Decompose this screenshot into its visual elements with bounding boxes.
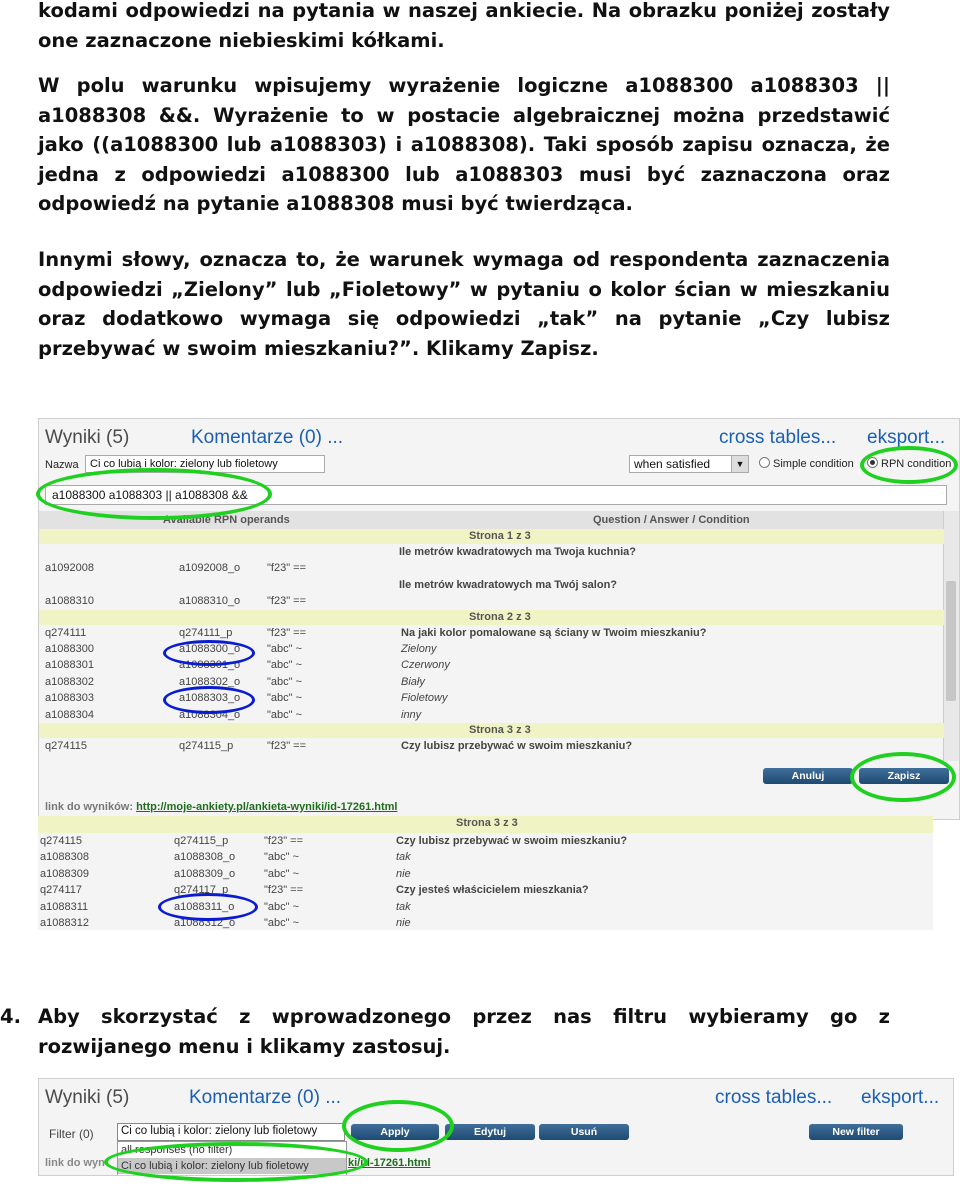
table-row bbox=[38, 882, 933, 899]
operand-label: inny bbox=[401, 708, 422, 721]
operand-condition: "f23" == bbox=[264, 884, 304, 896]
operand-label: nie bbox=[396, 917, 411, 929]
column-question: Question / Answer / Condition bbox=[593, 514, 750, 526]
tab-cross-tables[interactable]: cross tables... bbox=[719, 427, 837, 448]
filter-dropdown-menu bbox=[117, 1141, 347, 1176]
simple-condition-radio[interactable] bbox=[759, 457, 854, 470]
operand-id: a1088301 bbox=[45, 659, 94, 672]
operand-id: a1088309 bbox=[40, 867, 89, 880]
table-row bbox=[38, 833, 933, 850]
radio-off-icon bbox=[759, 457, 770, 468]
question-text: Ile metrów kwadratowych ma Twój salon? bbox=[399, 578, 618, 591]
operand-label: tak bbox=[396, 900, 411, 913]
question-text: Ile metrów kwadratowych ma Twoja kuchnia? bbox=[399, 546, 636, 558]
radio-on-icon bbox=[867, 457, 878, 468]
table-row bbox=[39, 707, 944, 723]
operand-condition: "abc" ~ bbox=[264, 867, 300, 880]
operand-condition: "f23" == bbox=[267, 595, 307, 608]
tab-komentarze-2[interactable]: Komentarze (0) ... bbox=[189, 1087, 342, 1108]
tab-komentarze[interactable]: Komentarze (0) ... bbox=[191, 427, 344, 448]
operand-id: a1088311 bbox=[40, 900, 89, 913]
rpn-condition-label: RPN condition bbox=[881, 458, 952, 470]
operand-condition: "abc" ~ bbox=[264, 900, 300, 913]
filter-label: Filter (0) bbox=[49, 1127, 94, 1141]
operand-condition: "abc" ~ bbox=[264, 917, 300, 929]
table-row bbox=[38, 915, 933, 930]
operand-code: a1088303_o bbox=[179, 692, 241, 705]
apply-button[interactable]: Apply bbox=[351, 1124, 439, 1140]
usun-button[interactable]: Usuń bbox=[539, 1124, 629, 1140]
operand-code: a1088312_o bbox=[174, 917, 236, 929]
operand-label: Czy lubisz przebywać w swoim mieszkaniu? bbox=[401, 739, 633, 752]
operand-id: a1088312 bbox=[40, 917, 89, 929]
operand-condition: "abc" ~ bbox=[267, 692, 303, 705]
operand-code: q274115_p bbox=[179, 739, 234, 752]
operand-id: a1088303 bbox=[45, 692, 94, 705]
table-row bbox=[39, 625, 944, 641]
operand-code: q274117_p bbox=[174, 884, 229, 896]
operand-code: a1088302_o bbox=[179, 675, 241, 688]
operand-id: q274117 bbox=[40, 884, 83, 896]
results-link-label: link do wyników: bbox=[45, 801, 134, 813]
operand-id: a1088304 bbox=[45, 708, 94, 721]
operands-table-header bbox=[39, 511, 960, 530]
results-link[interactable]: http://moje-ankiety.pl/ankieta-wyniki/id-17261.html bbox=[136, 801, 398, 813]
step-number: 4. bbox=[0, 1005, 21, 1028]
name-input[interactable]: Ci co lubią i kolor: zielony lub fioletowy bbox=[85, 455, 325, 473]
results-link-2[interactable]: ki/id-17261.html bbox=[347, 1157, 431, 1169]
section-label: Strona 1 z 3 bbox=[469, 530, 531, 542]
operand-label: Fioletowy bbox=[401, 692, 448, 705]
operand-label: Biały bbox=[401, 675, 425, 688]
tab-cross-tables-2[interactable]: cross tables... bbox=[715, 1087, 833, 1108]
operand-condition: "f23" == bbox=[267, 739, 307, 752]
operand-id: q274115 bbox=[45, 739, 88, 752]
operand-id: a1092008 bbox=[45, 562, 94, 575]
section-label: Strona 3 z 3 bbox=[469, 723, 531, 736]
operand-condition: "f23" == bbox=[267, 562, 307, 575]
operand-condition: "f23" == bbox=[264, 834, 304, 847]
when-select-value: when satisfied bbox=[634, 457, 711, 471]
operand-condition: "abc" ~ bbox=[264, 851, 300, 863]
paragraph-step-4: Aby skorzystać z wprowadzonego przez nas filtru wybieramy go z rozwijanego menu i klikamy zastosuj. bbox=[38, 1005, 890, 1058]
tab-wyniki-2[interactable]: Wyniki (5) bbox=[45, 1087, 130, 1108]
operand-code: a1088304_o bbox=[179, 708, 241, 721]
operand-id: a1088310 bbox=[45, 595, 94, 608]
zapisz-button[interactable]: Zapisz bbox=[859, 768, 949, 784]
section-row bbox=[39, 723, 944, 738]
dropdown-option-selected[interactable]: Ci co lubią i kolor: zielony lub fioletowy bbox=[118, 1158, 346, 1174]
paragraph-meaning: Innymi słowy, oznacza to, że warunek wymaga od respondenta zaznaczenia odpowiedzi „Zielony” lub „Fioletowy” w pytaniu o kolor ścian w mieszkaniu oraz dodatkowo wymaga się odpowiedzi „tak” na pytanie „Czy lubisz przebywać w swoim mieszkaniu?”. Klikamy Zapisz. bbox=[38, 248, 890, 360]
operand-code: a1088300_o bbox=[179, 642, 241, 655]
section-label: Strona 2 z 3 bbox=[469, 610, 531, 623]
operand-code: a1092008_o bbox=[179, 562, 241, 575]
scrollbar-thumb[interactable] bbox=[946, 581, 956, 701]
results-link-row bbox=[45, 801, 398, 813]
operand-label: Czy jesteś właścicielem mieszkania? bbox=[396, 884, 589, 896]
section-row bbox=[39, 610, 944, 625]
operand-label: Czy lubisz przebywać w swoim mieszkaniu? bbox=[396, 834, 628, 847]
condition-editor-screenshot bbox=[38, 418, 960, 820]
section-row bbox=[39, 529, 944, 544]
filter-select[interactable]: Ci co lubią i kolor: zielony lub fioletowy bbox=[117, 1123, 345, 1141]
paragraph-intro: kodami odpowiedzi na pytania w naszej ankiecie. Na obrazku poniżej zostały one zaznaczone niebieskimi kółkami. bbox=[38, 0, 890, 52]
operand-id: a1088302 bbox=[45, 675, 94, 688]
chevron-down-icon: ▼ bbox=[731, 456, 748, 472]
question-row bbox=[39, 544, 944, 560]
operand-condition: "abc" ~ bbox=[267, 659, 303, 672]
operand-code: a1088308_o bbox=[174, 851, 236, 863]
section-row bbox=[38, 816, 933, 833]
operand-id: q274111 bbox=[45, 626, 87, 639]
table-row bbox=[39, 690, 944, 706]
table-row bbox=[38, 899, 933, 916]
name-label: Nazwa bbox=[45, 459, 79, 471]
operand-code: a1088311_o bbox=[174, 900, 235, 913]
operand-id: a1088308 bbox=[40, 851, 89, 863]
when-select[interactable] bbox=[629, 455, 749, 473]
operand-id: a1088300 bbox=[45, 642, 94, 655]
operand-code: a1088310_o bbox=[179, 595, 241, 608]
operand-condition: "f23" == bbox=[267, 626, 307, 639]
operand-id: q274115 bbox=[40, 834, 83, 847]
results-link-label-2: link do wyn bbox=[45, 1157, 105, 1169]
tab-wyniki[interactable]: Wyniki (5) bbox=[45, 427, 130, 448]
operand-label: Czerwony bbox=[401, 659, 450, 672]
section-label: Strona 3 z 3 bbox=[456, 817, 518, 829]
operands-table bbox=[39, 529, 944, 754]
operand-code: a1088309_o bbox=[174, 867, 236, 880]
operand-label: nie bbox=[396, 867, 411, 880]
table-row bbox=[39, 674, 944, 690]
operand-label: tak bbox=[396, 851, 411, 863]
expression-input[interactable]: a1088300 a1088303 || a1088308 && bbox=[45, 485, 947, 505]
tab-eksport-2[interactable]: eksport... bbox=[861, 1087, 940, 1108]
tab-eksport[interactable]: eksport... bbox=[867, 427, 946, 448]
column-operands: Available RPN operands bbox=[163, 514, 290, 526]
paragraph-expression: W polu warunku wpisujemy wyrażenie logiczne a1088300 a1088303 || a1088308 &&. Wyrażenie to w postacie algebraicznej można przedstawić jako ((a1088300 lub a1088303) i a1088308). Taki sposób zapisu oznacza, że jedna z odpowiedzi a1088300 lub a1088303 musi być zaznaczona oraz odpowiedź na pytanie a1088308 musi być twierdząca. bbox=[38, 74, 890, 215]
operand-condition: "abc" ~ bbox=[267, 708, 303, 721]
question-row bbox=[39, 577, 944, 593]
table-row bbox=[39, 641, 944, 657]
operand-code: a1088301_o bbox=[179, 659, 241, 672]
operand-condition: "abc" ~ bbox=[267, 675, 303, 688]
filter-apply-screenshot bbox=[38, 1078, 954, 1176]
dropdown-option-all[interactable]: all responses (no filter) bbox=[121, 1144, 233, 1156]
anuluj-button[interactable]: Anuluj bbox=[763, 768, 853, 784]
table-row bbox=[39, 560, 944, 576]
simple-condition-label: Simple condition bbox=[773, 458, 854, 470]
table-row bbox=[39, 593, 944, 609]
operand-code: q274115_p bbox=[174, 834, 229, 847]
rpn-condition-radio[interactable] bbox=[867, 457, 951, 470]
table-row bbox=[39, 738, 944, 754]
table-row bbox=[39, 657, 944, 673]
new-filter-button[interactable]: New filter bbox=[809, 1124, 903, 1140]
operand-label: Zielony bbox=[401, 642, 437, 655]
operand-code: q274111_p bbox=[179, 626, 233, 639]
table-scrollbar[interactable] bbox=[943, 511, 959, 761]
operand-condition: "abc" ~ bbox=[267, 642, 303, 655]
operands-table-continued bbox=[38, 816, 933, 930]
table-row bbox=[38, 849, 933, 866]
edytuj-button[interactable]: Edytuj bbox=[445, 1124, 535, 1140]
table-row bbox=[38, 866, 933, 883]
operand-label: Na jaki kolor pomalowane są ściany w Twoim mieszkaniu? bbox=[401, 626, 707, 639]
